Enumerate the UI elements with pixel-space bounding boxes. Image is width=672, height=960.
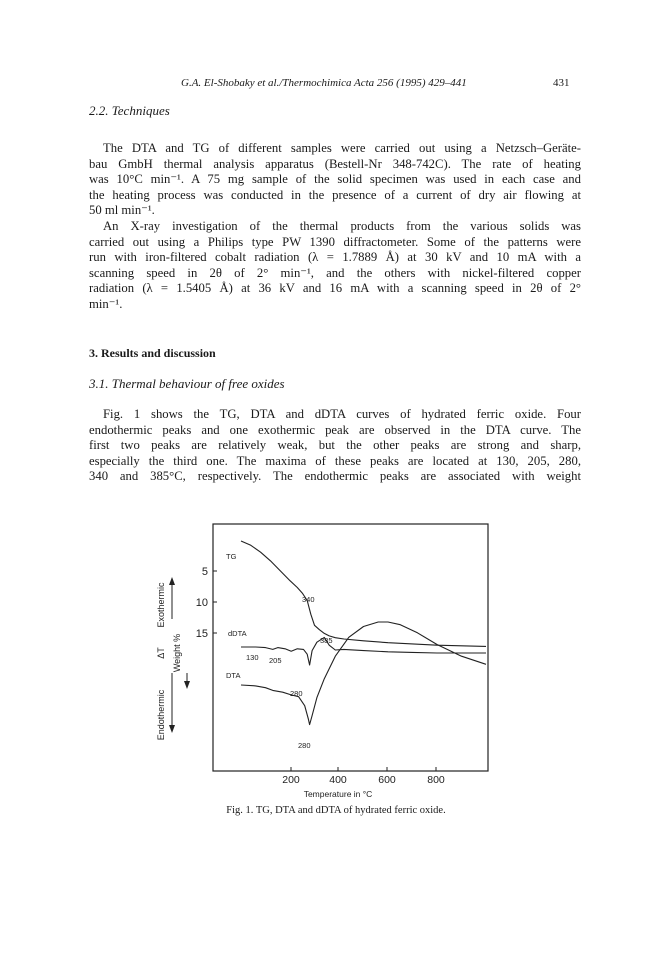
label-ddta: dDTA [228, 629, 247, 638]
x-tick-label-800: 800 [427, 774, 445, 786]
x-tick-label-200: 200 [282, 774, 300, 786]
label-peak-280-dta: 280 [298, 741, 311, 750]
y-label-exothermic: Exothermic [156, 582, 166, 628]
text-line: 340 and 385°C, respectively. The endothermic peaks are associated with weight [89, 469, 581, 484]
paragraph-dta-tg-method [89, 141, 581, 219]
series-line-dta [241, 622, 486, 725]
endo-arrow-head [169, 725, 175, 733]
exo-arrow-head [169, 577, 175, 585]
text-line: especially the third one. The maxima of these peaks are located at 130, 205, 280, [89, 453, 581, 468]
text-line: The DTA and TG of different samples were carried out using a Netzsch–Geräte- [103, 141, 581, 155]
x-tick-label-400: 400 [329, 774, 347, 786]
weight-tick-label-15: 15 [195, 628, 208, 640]
page-header [0, 77, 672, 93]
text-line: carried out using a Philips type PW 1390 diffractometer. Some of the patterns were [89, 234, 581, 249]
paragraph-results [89, 407, 581, 485]
text-line: endothermic peaks and one exothermic peak are observed in the DTA curve. The [89, 422, 581, 437]
section-heading-results: 3. Results and discussion [89, 346, 216, 360]
text-line: An X-ray investigation of the thermal products from the various solids was [103, 219, 581, 233]
x-axis [282, 767, 445, 799]
paragraph-xray-method [89, 219, 581, 313]
subsection-heading-thermal: 3.1. Thermal behaviour of free oxides [89, 376, 285, 391]
curve-labels [226, 552, 333, 750]
text-line: first two peaks are relatively weak, but the other peaks are strong and sharp, [89, 438, 581, 453]
section-heading-techniques: 2.2. Techniques [89, 103, 170, 118]
y-label-delta-t: ΔT [156, 647, 166, 659]
label-peak-340: 340 [302, 595, 315, 604]
series-line-tg [241, 541, 486, 646]
weight-tick-label-5: 5 [201, 566, 208, 578]
weight-arrow-head [184, 681, 190, 689]
label-peak-280-ddta: 280 [290, 689, 303, 698]
text-line: 50 ml min⁻¹. [89, 203, 155, 218]
text-line: Fig. 1 shows the TG, DTA and dDTA curves of hydrated ferric oxide. Four [103, 407, 581, 421]
running-head: G.A. El-Shobaky et al./Thermochimica Acta 256 (1995) 429–441 [181, 77, 467, 89]
y-label-endothermic: Endothermic [156, 689, 166, 741]
text-line: run with iron-filtered cobalt radiation (λ = 1.7889 Å) at 30 kV and 10 mA with a [89, 250, 581, 265]
label-peak-385: 385 [320, 636, 333, 645]
x-axis-label: Temperature in °C [303, 789, 373, 799]
text-line: bau GmbH thermal analysis apparatus (Bestell-Nr 348-742C). The rate of heating [89, 156, 581, 171]
page-number: 431 [553, 77, 570, 89]
figure-caption: Fig. 1. TG, DTA and dDTA of hydrated ferric oxide. [226, 805, 446, 816]
label-tg: TG [226, 552, 237, 561]
text-line: min⁻¹. [89, 296, 123, 311]
thermal-analysis-chart [150, 515, 510, 805]
figure-1 [150, 515, 510, 805]
label-peak-130: 130 [246, 653, 259, 662]
text-line: the heating process was conducted in the presence of a current of dry air flowing at [89, 187, 581, 202]
text-line: was 10°C min⁻¹. A 75 mg sample of the solid specimen was used in each case and [89, 172, 581, 187]
y-label-weight-percent: Weight % [172, 633, 182, 673]
label-peak-205: 205 [269, 656, 282, 665]
y-axis-annotation [156, 577, 190, 740]
weight-tick-label-10: 10 [195, 597, 208, 609]
series-layer [241, 541, 486, 725]
weight-ticks [196, 566, 217, 640]
x-tick-label-600: 600 [378, 774, 396, 786]
label-dta: DTA [226, 671, 241, 680]
text-line: radiation (λ = 1.5405 Å) at 36 kV and 16 mA with a scanning speed in 2θ of 2° [89, 281, 581, 296]
text-line: scanning speed in 2θ of 2° min⁻¹, and the others with nickel-filtered copper [89, 265, 581, 280]
